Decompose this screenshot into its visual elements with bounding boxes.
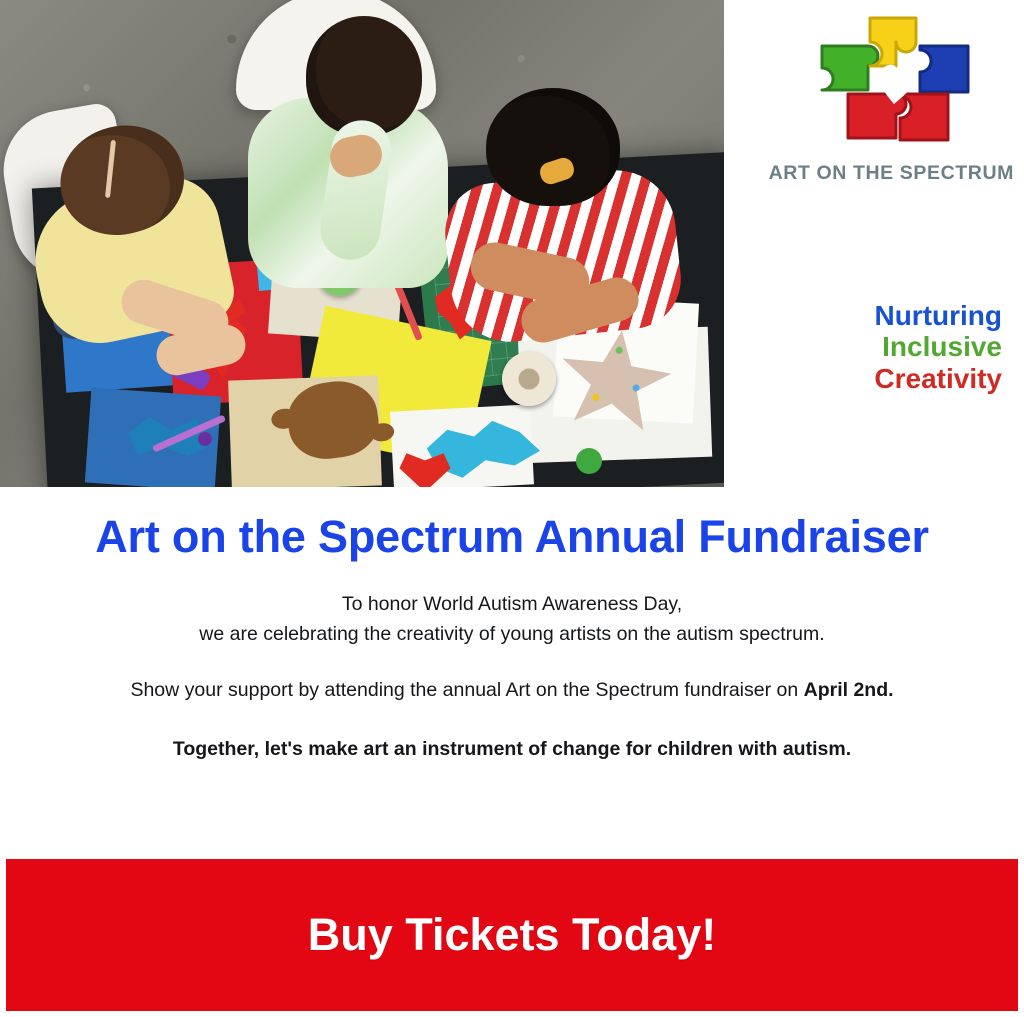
tagline-line-3: Creativity xyxy=(874,362,1002,394)
body-line-4: Together, let's make art an instrument of change for children with autism. xyxy=(172,737,852,760)
event-date: April 2nd. xyxy=(803,679,894,702)
body-line-2: we are celebrating the creativity of young artists on the autism spectrum. xyxy=(199,623,825,646)
brand-name: ART ON THE SPECTRUM xyxy=(768,162,1014,184)
hero-section xyxy=(0,0,1024,487)
body-line-3 xyxy=(0,675,1024,705)
tagline-line-2: Inclusive xyxy=(882,331,1002,363)
child-center-head xyxy=(306,16,422,136)
bead-green xyxy=(576,448,602,474)
cta-section xyxy=(6,859,1018,1011)
hero-photo xyxy=(0,0,724,487)
body-copy xyxy=(0,589,1024,764)
buy-tickets-button[interactable]: Buy Tickets Today! xyxy=(6,859,1018,1011)
page-title: Art on the Spectrum Annual Fundraiser xyxy=(95,511,929,562)
puzzle-heart-icon xyxy=(808,12,992,152)
brand-panel xyxy=(724,0,1024,487)
tagline-line-1: Nurturing xyxy=(874,300,1002,331)
body-line-3-text: Show your support by attending the annual Art on the Spectrum fundraiser on xyxy=(130,679,804,702)
body-line-1: To honor World Autism Awareness Day, xyxy=(341,593,683,615)
twine-spool xyxy=(502,352,556,406)
child-right-head xyxy=(486,88,620,206)
bead-purple xyxy=(198,432,212,446)
brand-tagline xyxy=(874,300,1002,394)
